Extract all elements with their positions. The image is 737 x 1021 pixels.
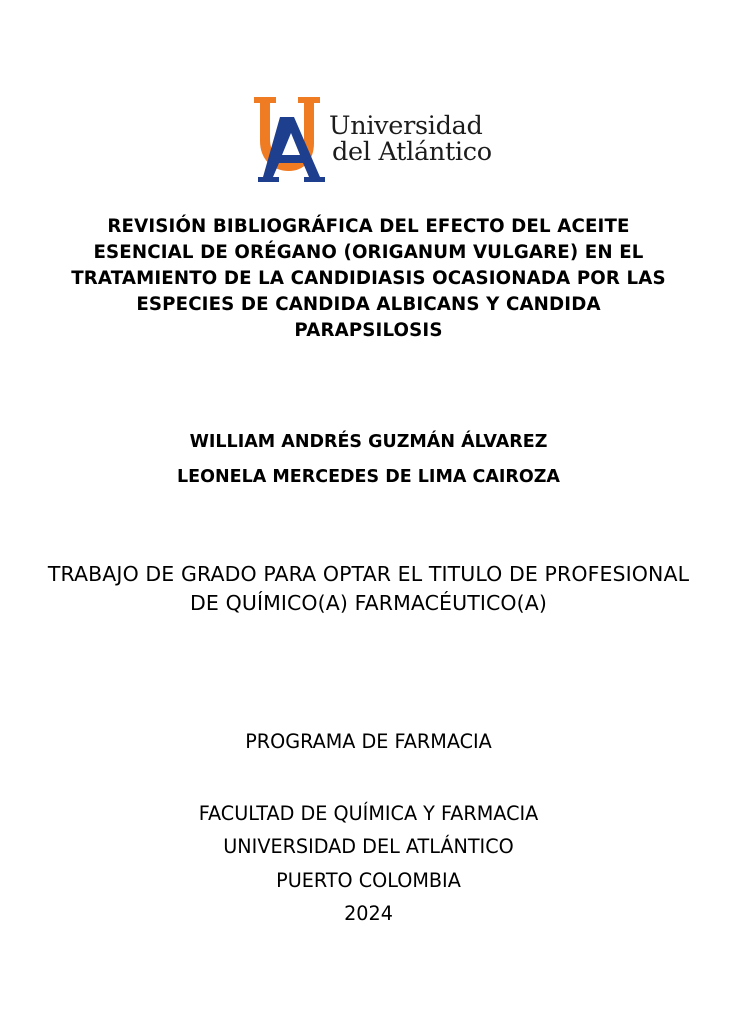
author-name: WILLIAM ANDRÉS GUZMÁN ÁLVAREZ: [189, 432, 548, 452]
faculty-name: FACULTAD DE QUÍMICA Y FARMACIA: [198, 802, 539, 825]
publication-year: 2024: [344, 902, 393, 925]
logo-text-line-1: Universidad: [329, 111, 483, 141]
program-name: PROGRAMA DE FARMACIA: [245, 730, 492, 753]
author-name: LEONELA MERCEDES DE LIMA CAIROZA: [177, 467, 560, 487]
university-name: UNIVERSIDAD DEL ATLÁNTICO: [223, 835, 514, 858]
degree-statement: TRABAJO DE GRADO PARA OPTAR EL TITULO DE PROFESIONAL DE QUÍMICO(A) FARMACÉUTICO(A): [47, 562, 690, 615]
university-logo: [252, 95, 492, 183]
logo-text-line-2: del Atlántico: [332, 137, 492, 167]
university-logo-mark-icon: [252, 95, 326, 183]
city-name: PUERTO COLOMBIA: [276, 869, 461, 892]
thesis-title: REVISIÓN BIBLIOGRÁFICA DEL EFECTO DEL ACEITE ESENCIAL DE ORÉGANO (ORIGANUM VULGARE) EN EL TRATAMIENTO DE LA CANDIDIASIS OCASIONADA POR LAS ESPECIES DE CANDIDA ALBICANS Y CANDIDA PARAPSILOSIS: [71, 216, 666, 341]
